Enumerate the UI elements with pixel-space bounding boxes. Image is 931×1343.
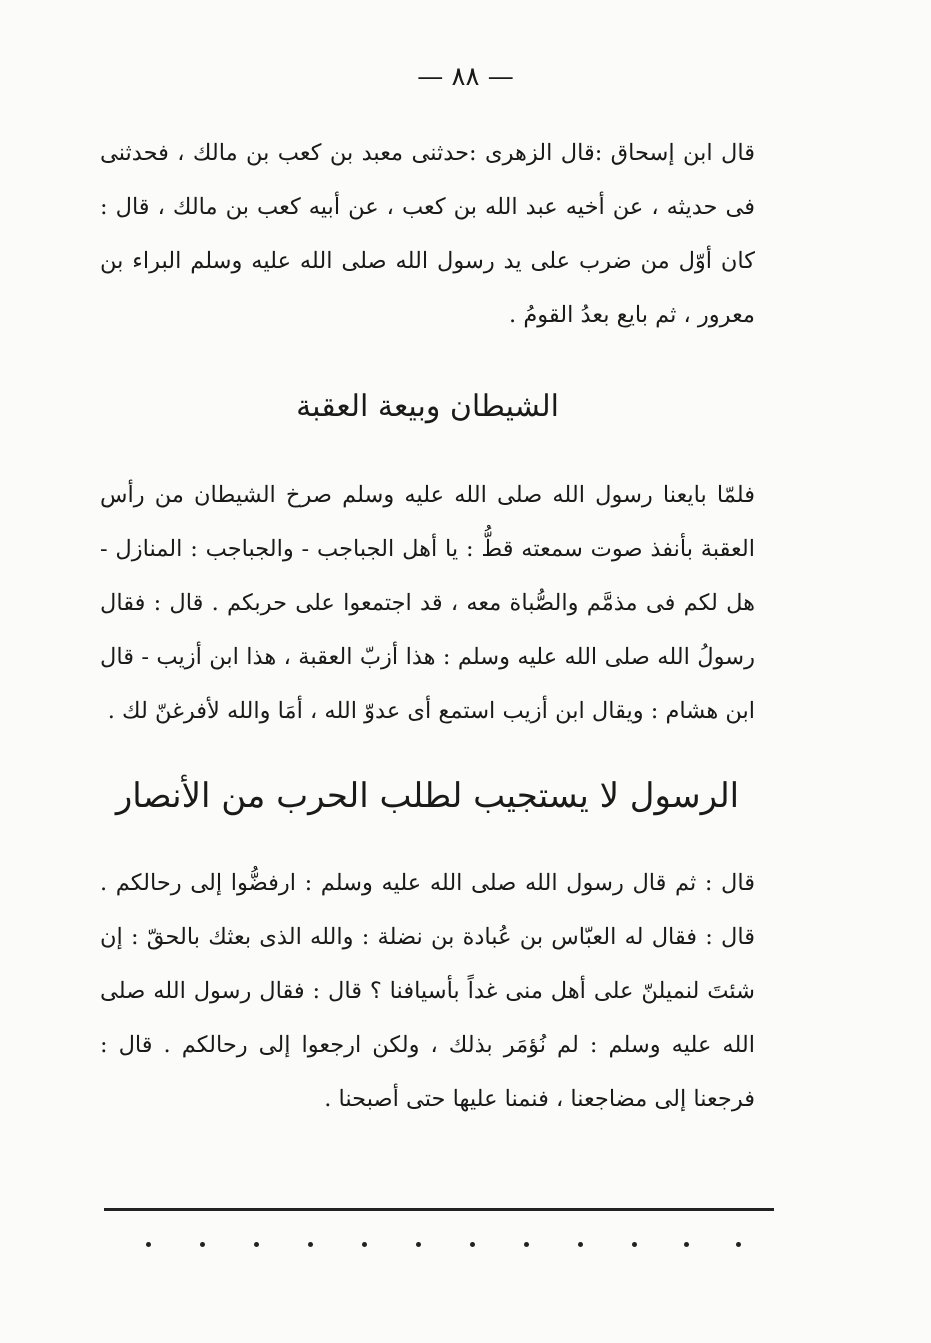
footer-dot bbox=[308, 1242, 313, 1247]
page-number: — ٨٨ — bbox=[417, 62, 514, 92]
footer-dots bbox=[118, 1236, 758, 1260]
footer-dot bbox=[254, 1242, 259, 1247]
footer-dot bbox=[200, 1242, 205, 1247]
footer-dot bbox=[362, 1242, 367, 1247]
paragraph-return-to-camps: قال : ثم قال رسول الله صلى الله عليه وسلم : ارفضُّوا إلى رحالكم . قال : فقال له العبّاس بن عُبادة بن نضلة : والله الذى بعثك بالحقّ : إن شئتَ لنميلنّ على أهل منى غداً بأسيافنا ؟ قال : فقال رسول الله صلى الله عليه وسلم : لم نُؤمَر بذلك ، ولكن ارجعوا إلى رحالكم . قال : فرجعنا إلى مضاجعنا ، فنمنا عليها حتى أصبحنا . bbox=[100, 870, 755, 1112]
paragraph-zuhri-narration: قال ابن إسحاق :قال الزهرى :حدثنى معبد بن كعب بن مالك ، فحدثنى فى حديثه ، عن أخيه عبد الله بن كعب ، عن أبيه كعب بن مالك ، قال : كان أوّل من ضرب على يد رسول الله صلى الله عليه وسلم البراء بن معرور ، ثم بايع بعدُ القومُ . bbox=[100, 140, 755, 328]
heading-satan-and-aqaba-pledge: الشيطان وبيعة العقبة bbox=[296, 389, 559, 424]
footer-dot bbox=[736, 1242, 741, 1247]
paragraph-satan-cry: فلمّا بايعنا رسول الله صلى الله عليه وسلم صرخ الشيطان من رأس العقبة بأنفذ صوت سمعته قطُّ : يا أهل الجباجب - والجباجب : المنازل - هل لكم فى مذمَّم والصُّباة معه ، قد اجتمعوا على حربكم . قال : فقال رسولُ الله صلى الله عليه وسلم : هذا أزبّ العقبة ، هذا ابن أزيب - قال ابن هشام : ويقال ابن أزيب استمع أى عدوّ الله ، أمَا والله لأفرغنّ لك . bbox=[100, 482, 755, 724]
footer-dot bbox=[578, 1242, 583, 1247]
footer-dot bbox=[632, 1242, 637, 1247]
footer-dot bbox=[684, 1242, 689, 1247]
footer-dot bbox=[146, 1242, 151, 1247]
heading-prophet-refuses-war: الرسول لا يستجيب لطلب الحرب من الأنصار bbox=[115, 776, 740, 816]
footer-dot bbox=[524, 1242, 529, 1247]
footer-rule bbox=[104, 1208, 774, 1211]
footer-dot bbox=[470, 1242, 475, 1247]
footer-dot bbox=[416, 1242, 421, 1247]
